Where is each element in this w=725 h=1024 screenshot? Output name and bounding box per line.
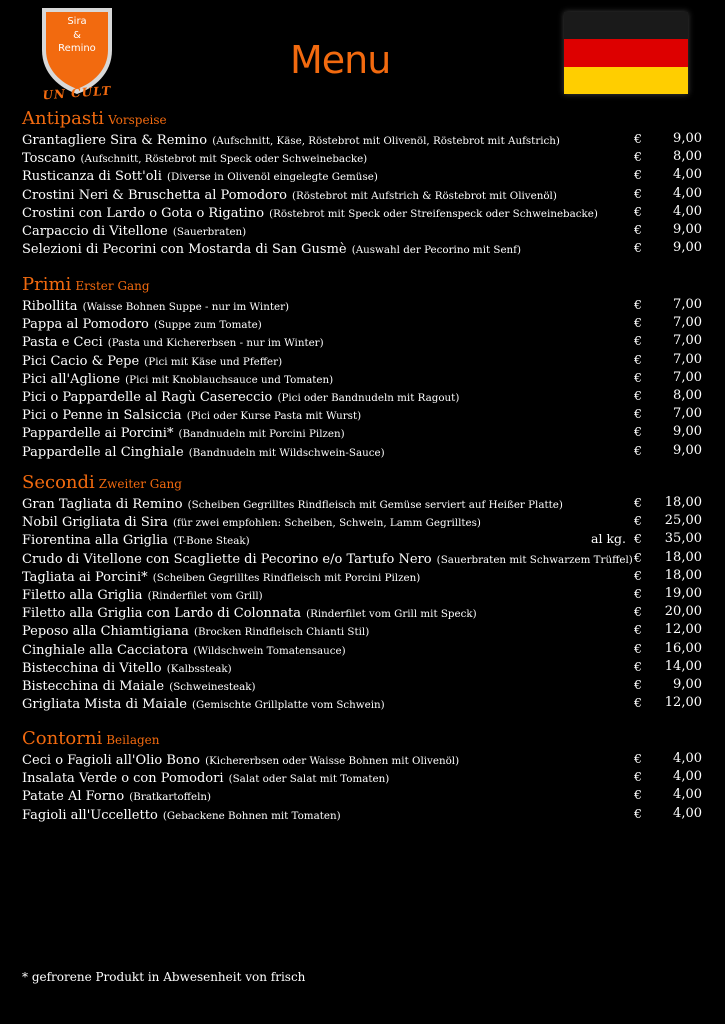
dish-price: 7,00: [673, 297, 702, 312]
currency-symbol: €: [634, 387, 642, 403]
dish-price: 4,00: [673, 203, 702, 219]
menu-item-row: [22, 314, 702, 332]
flag-stripe-red: [564, 39, 688, 66]
currency-symbol: €: [634, 149, 642, 165]
currency-symbol: €: [634, 585, 642, 601]
dish-name: Grantagliere Sira & Remino: [22, 133, 208, 148]
menu-item-row: [22, 603, 702, 621]
section-header: [22, 108, 702, 130]
dish-price: 4,00: [673, 805, 702, 821]
dish-name: Toscano: [22, 151, 76, 167]
menu-item-row: [22, 640, 702, 658]
dish-price: 12,00: [664, 622, 702, 638]
menu-item-row: [22, 239, 702, 257]
dish-name: Filetto alla Griglia con Lardo di Colonnata: [22, 606, 301, 622]
dish-price: 4,00: [673, 787, 702, 803]
dish-price: 7,00: [673, 369, 702, 385]
dish-description: (Scheiben Gegrilltes Rindfleisch mit Gemüse serviert auf Heißer Platte): [187, 499, 563, 511]
dish-description: (Sauerbraten mit Schwarzem Trüffel): [436, 553, 633, 566]
menu-item-row: [22, 676, 702, 694]
menu-section-primi: [22, 274, 702, 460]
dish-name: Peposo alla Chiamtigiana: [22, 624, 189, 640]
currency-symbol: €: [634, 622, 642, 638]
currency-symbol: €: [634, 549, 642, 565]
section-header: [22, 472, 702, 494]
menu-item-row: [22, 221, 702, 239]
dish-name: Cinghiale alla Cacciatora: [22, 642, 189, 658]
section-title: Primi: [22, 274, 72, 295]
menu-item-row: [22, 130, 702, 148]
dish-description: (Sauerbraten): [172, 225, 247, 238]
dish-description: (Pasta und Kichererbsen - nur im Winter): [107, 337, 324, 350]
currency-symbol: €: [634, 805, 642, 821]
logo-text-line1: Sira: [67, 16, 87, 27]
dish-price: 9,00: [673, 221, 702, 237]
dish-name: Crostini con Lardo o Gota o Rigatino: [22, 205, 265, 221]
currency-symbol: €: [634, 315, 642, 331]
dish-description: (Rinderfilet vom Grill): [147, 589, 263, 602]
menu-item-row: [22, 166, 702, 184]
dish-price: 18,00: [664, 495, 702, 510]
dish-description: (Röstebrot mit Speck oder Streifenspeck oder Schweinebacke): [269, 207, 598, 220]
currency-symbol: €: [634, 495, 642, 510]
dish-price: 8,00: [673, 149, 702, 165]
menu-item-row: [22, 530, 702, 548]
dish-description: (Aufschnitt, Käse, Röstebrot mit Olivenöl, Röstebrot mit Aufstrich): [212, 135, 560, 147]
dish-name: Pasta e Ceci: [22, 335, 103, 351]
dish-description: (T-Bone Steak): [173, 535, 250, 548]
currency-symbol: €: [634, 567, 642, 583]
dish-name: Filetto alla Griglia: [22, 587, 143, 603]
currency-symbol: €: [634, 695, 642, 711]
dish-description: (Schweinesteak): [169, 680, 256, 693]
currency-symbol: €: [634, 640, 642, 656]
section-subtitle: Zweiter Gang: [98, 477, 182, 491]
dish-name: Pappardelle ai Porcini*: [22, 426, 174, 442]
menu-item-row: [22, 768, 702, 786]
menu-item-row: [22, 585, 702, 603]
german-flag-icon: [564, 12, 688, 94]
dish-price: 16,00: [664, 640, 702, 656]
dish-name: Pappa al Pomodoro: [22, 317, 149, 333]
footnote: * gefrorene Produkt in Abwesenheit von frisch: [22, 970, 306, 984]
dish-price: 9,00: [673, 676, 702, 692]
dish-name: Carpaccio di Vitellone: [22, 223, 168, 239]
dish-description: (Röstebrot mit Aufstrich & Röstebrot mit Olivenöl): [292, 189, 557, 202]
dish-price: 8,00: [673, 387, 702, 403]
menu-item-row: [22, 494, 702, 512]
menu-item-row: [22, 296, 702, 314]
menu-item-row: [22, 512, 702, 530]
dish-description: (Pici mit Knoblauchsauce und Tomaten): [125, 373, 334, 386]
menu-item-row: [22, 387, 702, 405]
currency-symbol: €: [634, 369, 642, 385]
flag-stripe-black: [564, 12, 688, 39]
page-title: Menu: [290, 38, 391, 82]
dish-price: 18,00: [664, 549, 702, 565]
menu-item-row: [22, 658, 702, 676]
dish-description: (Brocken Rindfleisch Chianti Stil): [193, 626, 370, 639]
currency-symbol: €: [634, 751, 642, 766]
menu-item-row: [22, 750, 702, 768]
dish-price: 14,00: [664, 658, 702, 674]
dish-name: Patate Al Forno: [22, 789, 125, 805]
currency-symbol: €: [634, 131, 642, 146]
dish-description: (Pici oder Bandnudeln mit Ragout): [277, 391, 460, 404]
currency-symbol: €: [634, 531, 642, 547]
menu-item-row: [22, 567, 702, 585]
dish-name: Pici Cacio & Pepe: [22, 353, 140, 369]
dish-price: 4,00: [673, 769, 702, 785]
dish-description: (Wildschwein Tomatensauce): [193, 644, 346, 657]
dish-name: Pici o Pappardelle al Ragù Casereccio: [22, 389, 273, 405]
dish-description: (Suppe zum Tomate): [153, 319, 262, 332]
dish-name: Gran Tagliata di Remino: [22, 497, 183, 512]
menu-item-row: [22, 405, 702, 423]
logo-text-line2: &: [73, 30, 81, 41]
section-subtitle: Vorspeise: [108, 113, 167, 127]
menu-item-row: [22, 694, 702, 712]
section-header: [22, 274, 702, 296]
currency-symbol: €: [634, 513, 642, 529]
currency-symbol: €: [634, 442, 642, 458]
dish-name: Ribollita: [22, 299, 78, 314]
dish-price: 4,00: [673, 751, 702, 766]
currency-symbol: €: [634, 604, 642, 620]
currency-symbol: €: [634, 658, 642, 674]
dish-name: Insalata Verde o con Pomodori: [22, 771, 224, 787]
dish-name: Ceci o Fagioli all'Olio Bono: [22, 753, 200, 768]
dish-price: 35,00: [664, 531, 702, 547]
dish-price: 18,00: [664, 567, 702, 583]
section-title: Contorni: [22, 728, 103, 749]
menu-item-row: [22, 185, 702, 203]
menu-item-row: [22, 203, 702, 221]
currency-symbol: €: [634, 167, 642, 183]
dish-description: (für zwei empfohlen: Scheiben, Schwein, Lamm Gegrilltes): [172, 517, 481, 530]
dish-price: 25,00: [664, 513, 702, 529]
currency-symbol: €: [634, 769, 642, 785]
dish-description: (Kalbssteak): [166, 662, 232, 675]
dish-name: Bistecchina di Vitello: [22, 660, 162, 676]
dish-name: Fiorentina alla Griglia: [22, 533, 169, 549]
currency-symbol: €: [634, 240, 642, 256]
price-unit: al kg.: [591, 531, 626, 547]
dish-price: 9,00: [673, 442, 702, 458]
dish-name: Crostini Neri & Bruschetta al Pomodoro: [22, 187, 287, 203]
dish-name: Grigliata Mista di Maiale: [22, 697, 187, 713]
dish-price: 4,00: [673, 167, 702, 183]
currency-symbol: €: [634, 203, 642, 219]
dish-name: Pici all'Aglione: [22, 371, 121, 387]
menu-section-contorni: [22, 728, 702, 823]
menu-section-antipasti: [22, 108, 702, 257]
dish-description: (Aufschnitt, Röstebrot mit Speck oder Schweinebacke): [80, 153, 368, 166]
menu-item-row: [22, 786, 702, 804]
dish-price: 19,00: [664, 585, 702, 601]
section-header: [22, 728, 702, 750]
dish-name: Tagliata ai Porcini*: [22, 569, 148, 585]
logo-motto: UN CULT: [42, 83, 112, 103]
dish-description: (Auswahl der Pecorino mit Senf): [351, 244, 522, 257]
dish-name: Fagioli all'Uccelletto: [22, 807, 158, 823]
section-title: Secondi: [22, 472, 95, 493]
dish-name: Crudo di Vitellone con Scagliette di Pecorino e/o Tartufo Nero: [22, 551, 432, 567]
dish-description: (Bandnudeln mit Porcini Pilzen): [178, 428, 345, 441]
currency-symbol: €: [634, 406, 642, 422]
currency-symbol: €: [634, 787, 642, 803]
menu-item-row: [22, 148, 702, 166]
menu-item-row: [22, 351, 702, 369]
dish-name: Pici o Penne in Salsiccia: [22, 408, 182, 424]
dish-description: (Gemischte Grillplatte vom Schwein): [192, 699, 385, 712]
dish-price: 9,00: [673, 240, 702, 256]
dish-description: (Waisse Bohnen Suppe - nur im Winter): [82, 301, 290, 313]
dish-name: Nobil Grigliata di Sira: [22, 515, 168, 531]
dish-name: Pappardelle al Cinghiale: [22, 444, 184, 460]
dish-price: 7,00: [673, 406, 702, 422]
dish-name: Selezioni di Pecorini con Mostarda di San Gusmè: [22, 242, 347, 258]
dish-price: 7,00: [673, 351, 702, 367]
logo-text-line3: Remino: [58, 43, 96, 54]
dish-price: 7,00: [673, 333, 702, 349]
currency-symbol: €: [634, 351, 642, 367]
dish-price: 7,00: [673, 315, 702, 331]
section-subtitle: Erster Gang: [75, 279, 150, 293]
menu-item-row: [22, 621, 702, 639]
section-title: Antipasti: [22, 108, 105, 129]
dish-description: (Gebackene Bohnen mit Tomaten): [162, 809, 341, 822]
dish-description: (Pici oder Kurse Pasta mit Wurst): [186, 410, 362, 423]
dish-description: (Pici mit Käse und Pfeffer): [144, 355, 283, 368]
dish-description: (Bandnudeln mit Wildschwein-Sauce): [188, 446, 385, 459]
menu-item-row: [22, 332, 702, 350]
menu-item-row: [22, 369, 702, 387]
flag-stripe-gold: [564, 67, 688, 94]
dish-price: 20,00: [664, 604, 702, 620]
dish-price: 4,00: [673, 185, 702, 201]
dish-price: 9,00: [673, 131, 702, 146]
restaurant-logo: [36, 4, 118, 96]
currency-symbol: €: [634, 676, 642, 692]
menu-item-row: [22, 805, 702, 823]
dish-name: Bistecchina di Maiale: [22, 678, 165, 694]
dish-price: 12,00: [664, 695, 702, 711]
menu-item-row: [22, 549, 702, 567]
menu-item-row: [22, 423, 702, 441]
currency-symbol: €: [634, 221, 642, 237]
currency-symbol: €: [634, 297, 642, 312]
dish-description: (Scheiben Gegrilltes Rindfleisch mit Porcini Pilzen): [152, 571, 421, 584]
menu-section-secondi: [22, 472, 702, 712]
dish-description: (Kichererbsen oder Waisse Bohnen mit Olivenöl): [205, 755, 460, 767]
dish-price: 9,00: [673, 424, 702, 440]
menu-item-row: [22, 442, 702, 460]
dish-description: (Rinderfilet vom Grill mit Speck): [306, 608, 477, 621]
dish-description: (Bratkartoffeln): [129, 791, 212, 804]
currency-symbol: €: [634, 185, 642, 201]
currency-symbol: €: [634, 333, 642, 349]
dish-name: Rusticanza di Sott'oli: [22, 169, 162, 185]
section-subtitle: Beilagen: [106, 733, 160, 747]
currency-symbol: €: [634, 424, 642, 440]
dish-description: (Diverse in Olivenöl eingelegte Gemüse): [166, 171, 378, 184]
dish-description: (Salat oder Salat mit Tomaten): [228, 773, 390, 786]
